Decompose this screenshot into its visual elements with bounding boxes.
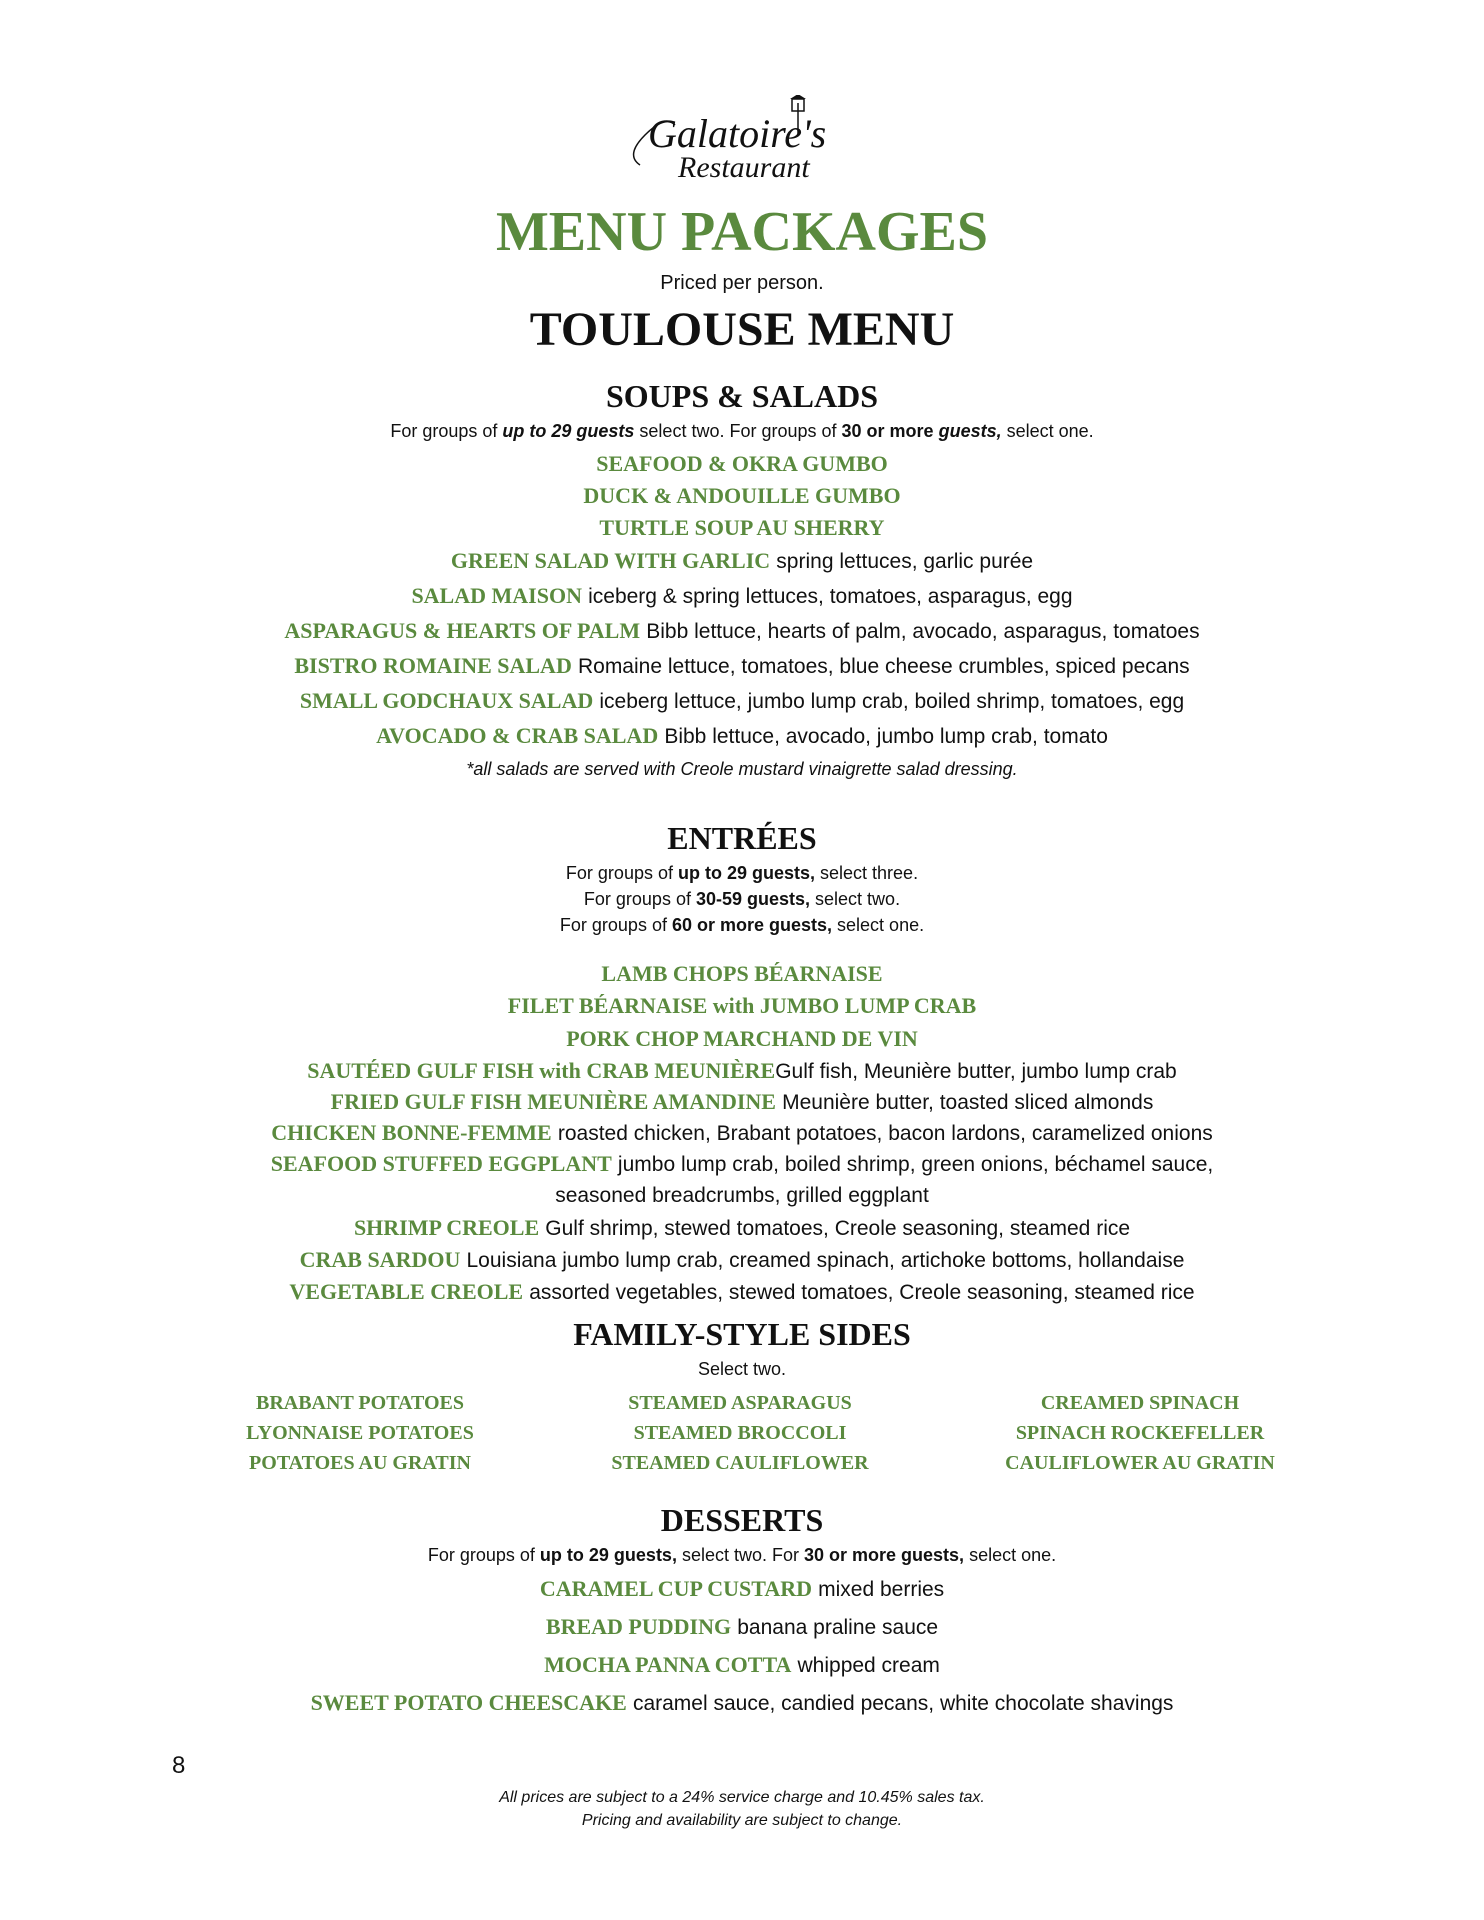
soups-salads-heading: SOUPS & SALADS	[605, 378, 879, 414]
menu-item: SAUTÉED GULF FISH with CRAB MEUNIÈREGulf fish, Meunière butter, jumbo lump crab	[307, 1058, 1177, 1083]
side-item: BRABANT POTATOES	[255, 1392, 465, 1414]
entrees-note-line: For groups of 30-59 guests, select two.	[583, 889, 901, 909]
side-item: LYONNAISE POTATOES	[246, 1422, 474, 1444]
menu-item: SEAFOOD STUFFED EGGPLANT jumbo lump crab, boiled shrimp, green onions, béchamel sauce, seasoned breadcrumbs, grilled eggplant	[270, 1151, 1214, 1207]
menu-item: MOCHA PANNA COTTA whipped cream	[544, 1652, 940, 1677]
desserts-heading: DESSERTS	[660, 1502, 824, 1538]
menu-item: CHICKEN BONNE-FEMME roasted chicken, Brabant potatoes, bacon lardons, caramelized onions	[271, 1120, 1213, 1145]
side-item: POTATOES AU GRATIN	[249, 1452, 471, 1474]
entrees-note	[0, 860, 1484, 938]
priced-per-person: Priced per person.	[660, 272, 824, 294]
entrees-note-line: For groups of up to 29 guests, select three.	[565, 863, 919, 883]
menu-item: ASPARAGUS & HEARTS OF PALM Bibb lettuce, hearts of palm, avocado, asparagus, tomatoes	[284, 618, 1200, 643]
page-title: MENU PACKAGES	[495, 201, 989, 263]
entrees-note-line: For groups of 60 or more guests, select one.	[559, 915, 925, 935]
entrees-heading: ENTRÉES	[667, 820, 817, 856]
sides-heading: FAMILY-STYLE SIDES	[573, 1316, 911, 1352]
menu-item: SWEET POTATO CHEESCAKE caramel sauce, candied pecans, white chocolate shavings	[310, 1690, 1174, 1715]
menu-name: TOULOUSE MENU	[529, 303, 955, 356]
page-number: 8	[172, 1752, 186, 1779]
salad-dressing-footnote: *all salads are served with Creole mustard vinaigrette salad dressing.	[466, 759, 1018, 779]
menu-item: GREEN SALAD WITH GARLIC spring lettuces, garlic purée	[450, 548, 1034, 573]
menu-item: AVOCADO & CRAB SALAD Bibb lettuce, avocado, jumbo lump crab, tomato	[376, 723, 1108, 748]
menu-item: VEGETABLE CREOLE assorted vegetables, stewed tomatoes, Creole seasoning, steamed rice	[289, 1279, 1195, 1304]
side-item: STEAMED CAULIFLOWER	[611, 1452, 869, 1474]
footer-line: Pricing and availability are subject to change.	[581, 1812, 903, 1829]
menu-item: CARAMEL CUP CUSTARD mixed berries	[539, 1576, 945, 1601]
side-item: STEAMED ASPARAGUS	[628, 1392, 852, 1414]
galatoires-logo	[620, 95, 860, 185]
svg-text:Galatoire's: Galatoire's	[648, 111, 827, 156]
entrees-list	[0, 958, 1484, 1310]
side-item: STEAMED BROCCOLI	[633, 1422, 847, 1444]
soups-salads-list	[0, 448, 1484, 784]
menu-item: TURTLE SOUP AU SHERRY	[599, 515, 885, 540]
menu-item: SALAD MAISON iceberg & spring lettuces, tomatoes, asparagus, egg	[411, 583, 1073, 608]
menu-item: BISTRO ROMAINE SALAD Romaine lettuce, tomatoes, blue cheese crumbles, spiced pecans	[294, 653, 1190, 678]
menu-item: SMALL GODCHAUX SALAD iceberg lettuce, jumbo lump crab, boiled shrimp, tomatoes, egg	[299, 688, 1185, 713]
menu-item: FRIED GULF FISH MEUNIÈRE AMANDINE Meunière butter, toasted sliced almonds	[330, 1089, 1154, 1114]
sides-column	[190, 1388, 530, 1478]
side-item: CAULIFLOWER AU GRATIN	[1005, 1452, 1275, 1474]
sides-note: Select two.	[697, 1359, 787, 1379]
menu-item: PORK CHOP MARCHAND DE VIN	[566, 1026, 918, 1051]
side-item: SPINACH ROCKEFELLER	[1015, 1422, 1265, 1444]
menu-item: FILET BÉARNAISE with JUMBO LUMP CRAB	[507, 993, 977, 1018]
pricing-footer	[0, 1786, 1484, 1832]
menu-item: CRAB SARDOU Louisiana jumbo lump crab, creamed spinach, artichoke bottoms, hollandaise	[299, 1247, 1185, 1272]
soups-salads-note: For groups of up to 29 guests select two. For groups of 30 or more guests, select one.	[390, 421, 1094, 441]
svg-text:Restaurant: Restaurant	[678, 151, 810, 184]
menu-item: LAMB CHOPS BÉARNAISE	[601, 961, 883, 986]
desserts-list	[0, 1570, 1484, 1722]
desserts-note: For groups of up to 29 guests, select two. For 30 or more guests, select one.	[427, 1545, 1057, 1565]
sides-column	[570, 1388, 910, 1478]
menu-item: SEAFOOD & OKRA GUMBO	[596, 451, 888, 476]
menu-item: DUCK & ANDOUILLE GUMBO	[583, 483, 901, 508]
side-item: CREAMED SPINACH	[1040, 1392, 1240, 1414]
footer-line: All prices are subject to a 24% service charge and 10.45% sales tax.	[499, 1789, 985, 1806]
menu-item: BREAD PUDDING banana praline sauce	[545, 1614, 939, 1639]
sides-column	[960, 1388, 1320, 1478]
menu-item: SHRIMP CREOLE Gulf shrimp, stewed tomatoes, Creole seasoning, steamed rice	[353, 1215, 1131, 1240]
